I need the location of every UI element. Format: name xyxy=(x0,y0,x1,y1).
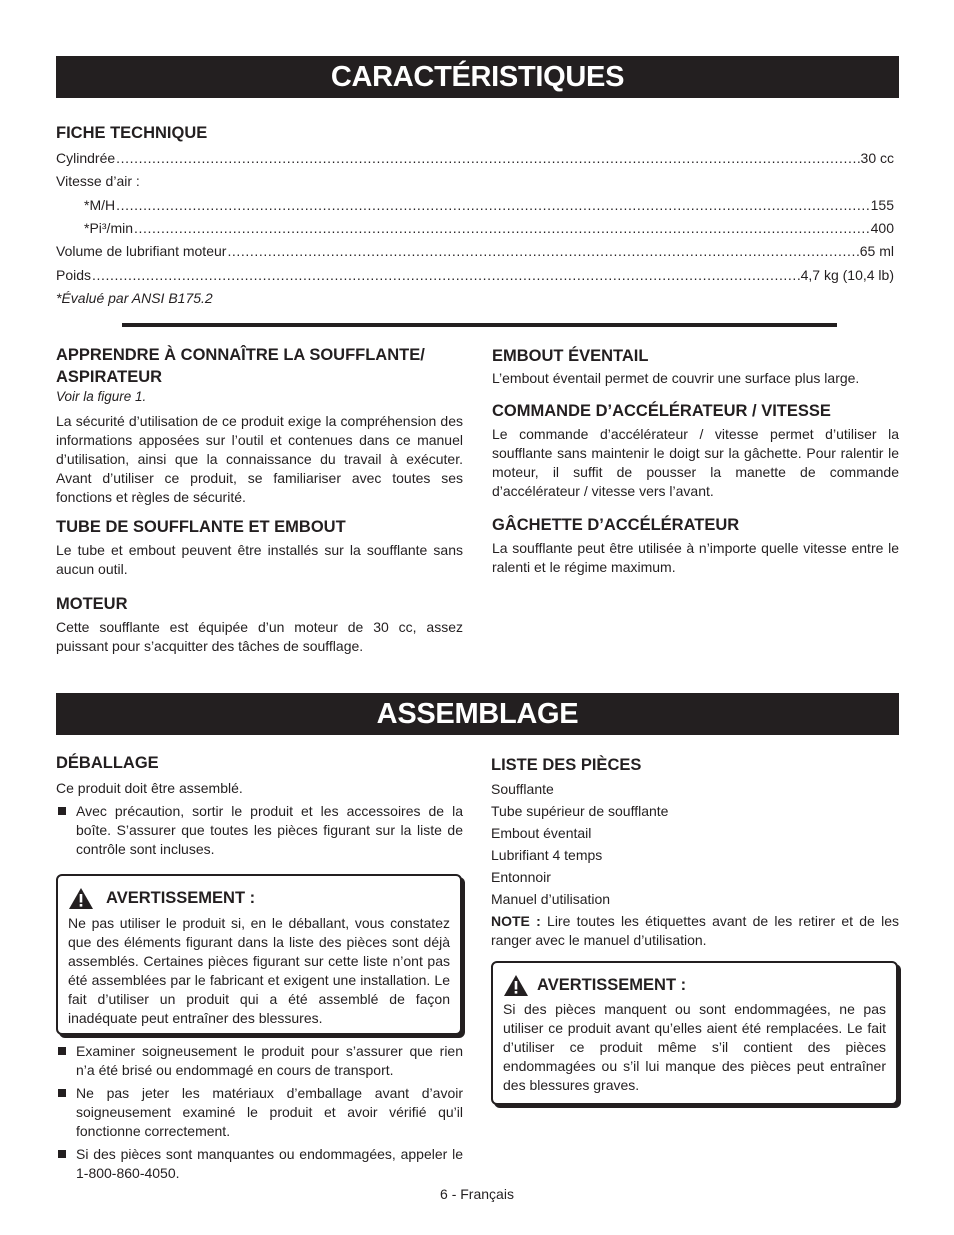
parts-list-section xyxy=(491,754,899,950)
trigger-section xyxy=(492,514,899,577)
list-item xyxy=(56,802,463,859)
motor-text: Cette soufflante est équipée d’un moteur de 30 cc, assez puissant pour s’acquitter des tâches de soufflage. xyxy=(56,619,463,654)
unpacking-title: DÉBALLAGE xyxy=(56,754,159,772)
parts-note xyxy=(491,912,899,950)
assemblage-banner: ASSEMBLAGE xyxy=(56,693,899,735)
tube-section xyxy=(56,516,463,579)
parts-list-title: LISTE DES PIÈCES xyxy=(491,756,642,774)
list-item: Soufflante xyxy=(491,781,554,797)
warning-header xyxy=(503,974,886,997)
unpacking-bullets xyxy=(56,1042,463,1183)
spec-label: *M/H xyxy=(84,197,116,213)
bullet-square xyxy=(56,802,76,859)
list-item-text: Si des pièces sont manquantes ou endommagées, appeler le 1-800-860-4050. xyxy=(76,1146,463,1181)
warning-box-unpacking xyxy=(56,874,462,1035)
warning-text: Si des pièces manquent ou sont endommagées, ne pas utiliser ce produit avant qu’elles aient été remplacées. Le fait d’utiliser ce produit même s’il contient des pièces endommagées ou s’il lui manque des pièces peut entraîner des blessures graves. xyxy=(503,1001,886,1093)
fan-nozzle-title: EMBOUT ÉVENTAIL xyxy=(492,347,649,365)
throttle-text: Le commande d’accélérateur / vitesse permet d’utiliser la soufflante sans maintenir le doigt sur la gâchette. Pour ralentir le moteur, il suffit de pousser la manette de commande d’accélérateur / vitesse vers l’avant. xyxy=(492,426,899,499)
unpacking-intro: Ce produit doit être assemblé. xyxy=(56,780,243,796)
spec-leader xyxy=(116,196,870,215)
list-item-text: Avec précaution, sortir le produit et les accessoires de la boîte. S’assurer que toutes les pièces figurant sur la liste de contrôle sont incluses. xyxy=(76,803,463,857)
spec-value: 30 cc xyxy=(860,150,894,166)
spec-row-air-speed xyxy=(56,172,894,191)
list-item: Manuel d’utilisation xyxy=(491,891,611,907)
spec-leader xyxy=(134,219,870,238)
spec-title: FICHE TECHNIQUE xyxy=(56,124,208,142)
note-label: NOTE : xyxy=(491,913,541,929)
learn-title-line2: ASPIRATEUR xyxy=(56,368,163,386)
spec-leader xyxy=(227,242,858,261)
spec-leader xyxy=(116,149,859,168)
bullet-square xyxy=(56,1145,76,1183)
learn-figure-ref: Voir la figure 1. xyxy=(56,389,147,404)
tube-title: TUBE DE SOUFFLANTE ET EMBOUT xyxy=(56,518,346,536)
trigger-text: La soufflante peut être utilisée à n’importe quelle vitesse entre le ralenti et le régime maximum. xyxy=(492,540,899,575)
motor-title: MOTEUR xyxy=(56,595,128,613)
parts-list xyxy=(491,778,899,910)
spec-leader xyxy=(92,266,800,285)
spec-row-mph xyxy=(84,196,894,215)
fan-nozzle-text: L’embout éventail permet de couvrir une surface plus large. xyxy=(492,370,860,386)
unpacking-section xyxy=(56,752,463,859)
fan-nozzle-section xyxy=(492,345,899,388)
warning-box-parts xyxy=(491,961,898,1105)
learn-title-line1: APPRENDRE À CONNAÎTRE LA SOUFFLANTE/ xyxy=(56,346,425,364)
list-item xyxy=(56,1145,463,1183)
list-item: Embout éventail xyxy=(491,825,592,841)
motor-section xyxy=(56,593,463,656)
spec-label: *Pi³/min xyxy=(84,220,134,236)
list-item: Entonnoir xyxy=(491,869,551,885)
spec-row-displacement xyxy=(56,149,894,168)
section-divider xyxy=(122,323,837,327)
throttle-title: COMMANDE D’ACCÉLÉRATEUR / VITESSE xyxy=(492,402,831,420)
tube-text: Le tube et embout peuvent être installés sur la soufflante sans aucun outil. xyxy=(56,542,463,577)
page-number: 6 - Français xyxy=(440,1186,514,1202)
spec-value: 65 ml xyxy=(859,243,894,259)
trigger-title: GÂCHETTE D’ACCÉLÉRATEUR xyxy=(492,516,740,534)
warning-triangle-icon xyxy=(68,887,94,910)
bullet-square xyxy=(56,1084,76,1141)
spec-value: 400 xyxy=(870,220,894,236)
bullet-square xyxy=(56,1042,76,1080)
warning-title: AVERTISSEMENT : xyxy=(537,976,687,994)
spec-label: Poids xyxy=(56,267,92,283)
warning-text: Ne pas utiliser le produit si, en le déballant, vous constatez que des éléments figurant dans la liste des pièces sont déjà assemblés. Certaines pièces figurant sur cette liste n’ont pas été assemblées par le fabricant et exigent une installation. Le fait d’utiliser un produit qui a été assemblé de façon inadéquate peut entraîner des blessures. xyxy=(68,915,450,1026)
spec-row-cfm xyxy=(84,219,894,238)
learn-text: La sécurité d’utilisation de ce produit exige la compréhension des informations apposées sur l’outil et contenues dans ce manuel d’utilisation, ainsi que la connaissance du travail à exécuter. Avant d’utiliser ce produit, se familiariser avec toutes ses fonctions et règles de sécurité. xyxy=(56,413,463,505)
learn-section xyxy=(56,344,463,507)
warning-triangle-icon xyxy=(503,974,529,997)
spec-footnote: *Évalué par ANSI B175.2 xyxy=(56,290,213,306)
spec-row-oil-volume xyxy=(56,242,894,261)
list-item: Lubrifiant 4 temps xyxy=(491,847,603,863)
list-item: Tube supérieur de soufflante xyxy=(491,803,669,819)
caracteristiques-banner: CARACTÉRISTIQUES xyxy=(56,56,899,98)
warning-header xyxy=(68,887,450,910)
list-item-text: Ne pas jeter les matériaux d’emballage avant d’avoir soigneusement examiné le produit et avoir vérifié qu’il fonctionne correctement. xyxy=(76,1085,463,1139)
spec-label: Volume de lubrifiant moteur xyxy=(56,243,227,259)
spec-label: Vitesse d’air : xyxy=(56,173,140,189)
spec-value: 155 xyxy=(870,197,894,213)
spec-row-weight xyxy=(56,266,894,285)
note-text: Lire toutes les étiquettes avant de les retirer et de les ranger avec le manuel d’utilisation. xyxy=(491,913,899,948)
warning-title: AVERTISSEMENT : xyxy=(106,889,256,907)
spec-value: 4,7 kg (10,4 lb) xyxy=(800,267,894,283)
list-item xyxy=(56,1084,463,1141)
spec-label: Cylindrée xyxy=(56,150,116,166)
list-item xyxy=(56,1042,463,1080)
throttle-section xyxy=(492,400,899,501)
list-item-text: Examiner soigneusement le produit pour s’assurer que rien n’a été brisé ou endommagé en cours de transport. xyxy=(76,1043,463,1078)
